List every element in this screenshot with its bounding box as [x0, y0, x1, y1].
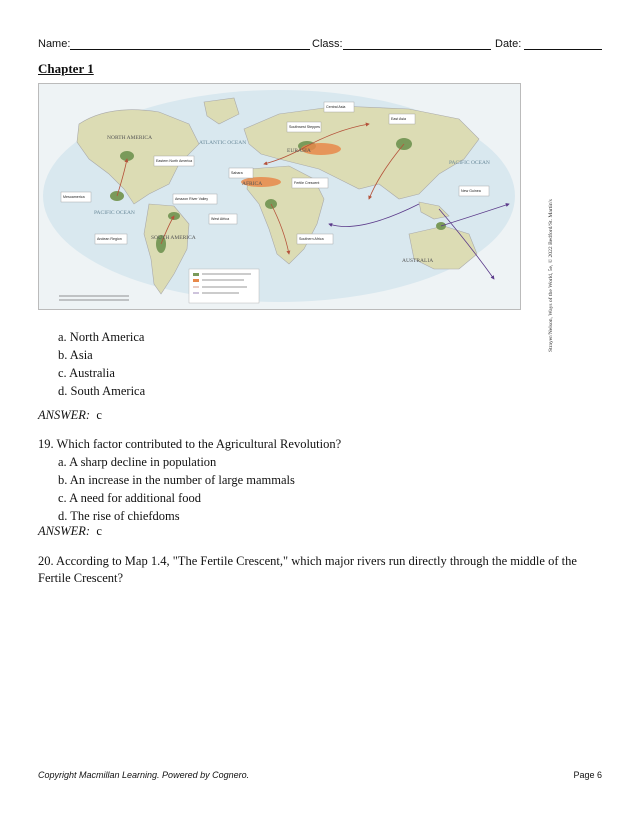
q18-options	[58, 328, 145, 400]
chapter-title: Chapter 1	[38, 61, 94, 76]
label-central-asia: Central Asia	[326, 105, 346, 109]
date-label: Date:	[495, 38, 522, 50]
copyright: Copyright Macmillan Learning. Powered by Cognero.	[38, 770, 250, 780]
label-west-africa: West Africa	[211, 217, 230, 221]
q19-option-b: b. An increase in the number of large mammals	[58, 473, 295, 487]
q18-answer	[38, 408, 102, 423]
label-eurasia: EURASIA	[287, 148, 311, 154]
label-australia: AUSTRALIA	[402, 258, 434, 264]
label-andean-region: Andean Region	[97, 237, 122, 241]
label-fertile-crescent: Fertile Crescent	[294, 181, 320, 185]
q19-option-a: a. A sharp decline in population	[58, 455, 217, 469]
label-pacific-left: PACIFIC OCEAN	[94, 210, 135, 216]
answer-value: c	[96, 524, 102, 538]
label-east-asia: East Asia	[391, 117, 406, 121]
label-eastern-north-america: Eastern North America	[156, 159, 193, 163]
q19-answer	[38, 524, 102, 539]
label-atlantic: ATLANTIC OCEAN	[199, 140, 247, 146]
map-credit	[542, 184, 556, 354]
class-label: Class:	[312, 38, 343, 50]
q18-option-c: c. Australia	[58, 366, 115, 380]
label-new-guinea: New Guinea	[461, 189, 481, 193]
map-credit-text: Strayer/Nelson, Ways of the World, 5e, © 2022 Bedford/St. Martin's	[548, 199, 554, 352]
map-legend	[189, 269, 259, 303]
q19-options	[58, 453, 295, 525]
header-fields	[38, 38, 602, 54]
q19-option-c: c. A need for additional food	[58, 491, 202, 505]
label-mesoamerica: Mesoamerica	[63, 195, 85, 199]
q19-option-d: d. The rise of chiefdoms	[58, 509, 180, 523]
label-southwest-steppes: Southwest Steppes	[289, 125, 320, 129]
q18-option-a: a. North America	[58, 330, 145, 344]
answer-label: ANSWER:	[38, 524, 91, 538]
q20-text: 20. According to Map 1.4, "The Fertile Crescent," which major rivers run directly through the middle of the Fertile Crescent?	[38, 554, 577, 585]
q18-option-b: b. Asia	[58, 348, 93, 362]
label-africa: AFRICA	[242, 181, 263, 187]
answer-label: ANSWER:	[38, 408, 91, 422]
q18-option-d: d. South America	[58, 384, 146, 398]
label-pacific-right: PACIFIC OCEAN	[449, 160, 490, 166]
label-sahara: Sahara	[231, 171, 243, 175]
date-blank	[524, 49, 602, 50]
label-southern-africa: Southern Africa	[299, 237, 324, 241]
q19-text: 19. Which factor contributed to the Agricultural Revolution?	[38, 437, 342, 451]
label-amazon-river-valley: Amazon River Valley	[175, 197, 209, 201]
label-north-america: NORTH AMERICA	[107, 135, 153, 141]
answer-value: c	[96, 408, 102, 422]
world-map-graphic	[39, 84, 520, 309]
page-number: Page 6	[573, 770, 602, 780]
name-blank	[70, 49, 310, 50]
label-south-america: SOUTH AMERICA	[151, 235, 196, 241]
name-label: Name:	[38, 38, 71, 50]
class-blank	[343, 49, 491, 50]
